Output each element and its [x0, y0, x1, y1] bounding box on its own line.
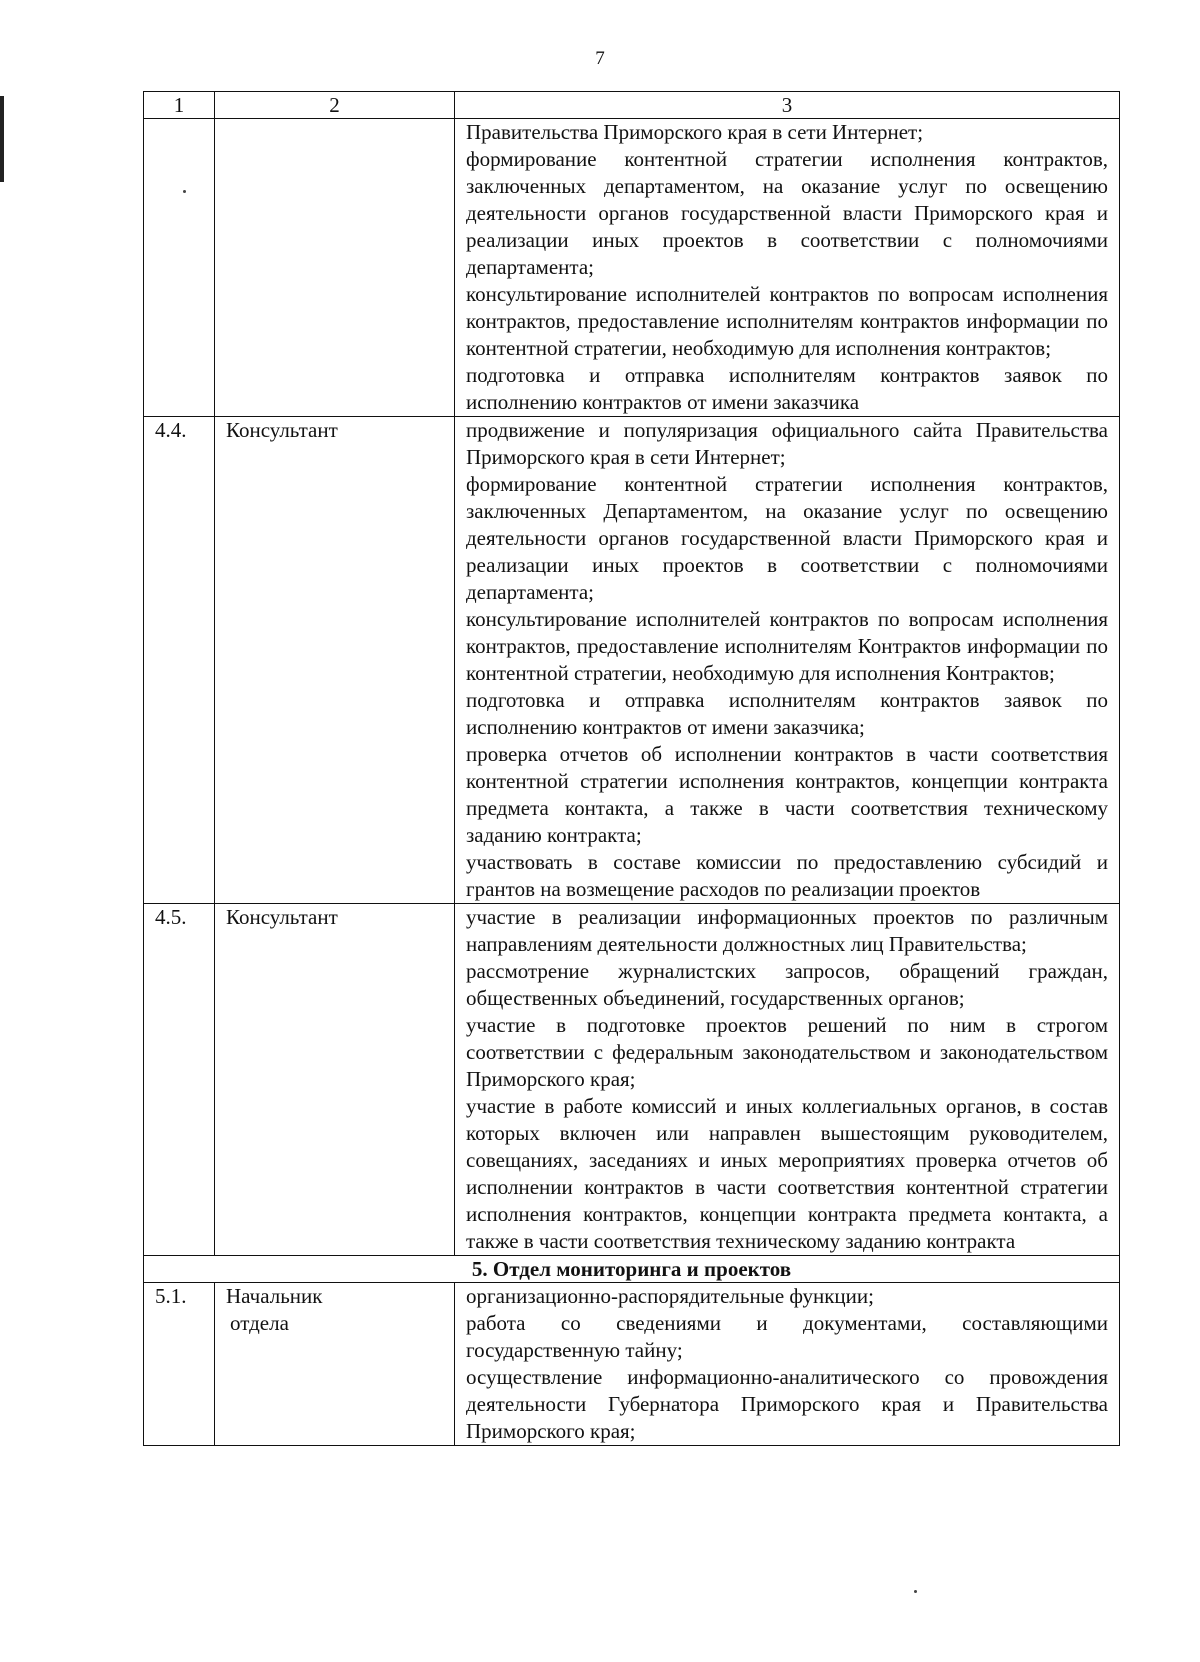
position-title	[215, 1283, 455, 1446]
position-title-line: Начальник	[226, 1284, 323, 1308]
table-row	[144, 904, 1120, 1256]
duty-item: подготовка и отправка исполнителям контрактов заявок по исполнению контрактов от имени заказчика;	[466, 688, 1108, 739]
scan-speck	[914, 1590, 917, 1593]
duty-item: формирование контентной стратегии исполнения контрактов, заключенных Департаментом, на оказание услуг по освещению деятельности органов государственной власти Приморского края и реализации иных проектов в соответствии с полномочиями департамента;	[466, 472, 1108, 604]
duty-item: Правительства Приморского края в сети Интернет;	[466, 120, 924, 144]
duties-cell	[455, 417, 1120, 904]
duties-cell	[455, 1283, 1120, 1446]
scan-edge-mark	[0, 96, 4, 182]
position-title: Консультант	[215, 417, 455, 904]
duty-item: работа со сведениями и документами, составляющими государственную тайну;	[466, 1311, 1108, 1362]
table-header-row	[144, 92, 1120, 119]
duty-item: осуществление информационно-аналитического со провождения деятельности Губернатора Приморского края и Правительства Приморского края;	[466, 1365, 1108, 1443]
column-header-3: 3	[455, 92, 1120, 119]
section-title: 5. Отдел мониторинга и проектов	[144, 1256, 1120, 1283]
duty-item: консультирование исполнителей контрактов по вопросам исполнения контрактов, предоставление исполнителям контрактов информации по контентной стратегии, необходимую для исполнения контрактов;	[466, 282, 1108, 360]
column-header-1: 1	[144, 92, 215, 119]
page-number: 7	[595, 48, 605, 69]
duty-item: проверка отчетов об исполнении контрактов в части соответствия контентной стратегии исполнения контрактов, концепции контракта предмета контакта, а также в части соответствия техническому заданию контракта;	[466, 742, 1108, 847]
table-row	[144, 1283, 1120, 1446]
duty-item: участие в подготовке проектов решений по ним в строгом соответствии с федеральным законодательством и законодательством Приморского края;	[466, 1013, 1108, 1091]
duties-table	[143, 91, 1120, 1446]
duties-cell	[455, 904, 1120, 1256]
duty-item: участие в реализации информационных проектов по различным направлениям деятельности должностных лиц Правительства;	[466, 905, 1108, 956]
duty-item: рассмотрение журналистских запросов, обращений граждан, общественных объединений, государственных органов;	[466, 959, 1108, 1010]
position-title: Консультант	[215, 904, 455, 1256]
duty-item: участвовать в составе комиссии по предоставлению субсидий и грантов на возмещение расходов по реализации проектов	[466, 850, 1108, 901]
duty-item: подготовка и отправка исполнителям контрактов заявок по исполнению контрактов от имени заказчика	[466, 363, 1108, 414]
duty-item: участие в работе комиссий и иных коллегиальных органов, в состав которых включен или направлен вышестоящим руководителем, совещаниях, заседаниях и иных мероприятиях проверка отчетов об исполнении контрактов в части соответствия контентной стратегии исполнения контрактов, концепции контракта предмета контакта, а также в части соответствия техническому заданию контракта	[466, 1094, 1108, 1253]
table-row	[144, 119, 1120, 417]
position-title	[215, 119, 455, 417]
duty-item: консультирование исполнителей контрактов по вопросам исполнения контрактов, предоставление исполнителям Контрактов информации по контентной стратегии, необходимую для исполнения Контрактов;	[466, 607, 1108, 685]
duty-item: формирование контентной стратегии исполнения контрактов, заключенных департаментом, на оказание услуг по освещению деятельности органов государственной власти Приморского края и реализации иных проектов в соответствии с полномочиями департамента;	[466, 147, 1108, 279]
row-number	[144, 119, 215, 417]
duties-cell	[455, 119, 1120, 417]
position-title-line: отдела	[230, 1311, 289, 1335]
duty-item: организационно-распорядительные функции;	[466, 1284, 874, 1308]
row-number: 4.4.	[144, 417, 215, 904]
row-number: 4.5.	[144, 904, 215, 1256]
row-number: 5.1.	[144, 1283, 215, 1446]
section-header-row	[144, 1256, 1120, 1283]
duty-item: продвижение и популяризация официального сайта Правительства Приморского края в сети Интернет;	[466, 418, 1108, 469]
table-row	[144, 417, 1120, 904]
column-header-2: 2	[215, 92, 455, 119]
